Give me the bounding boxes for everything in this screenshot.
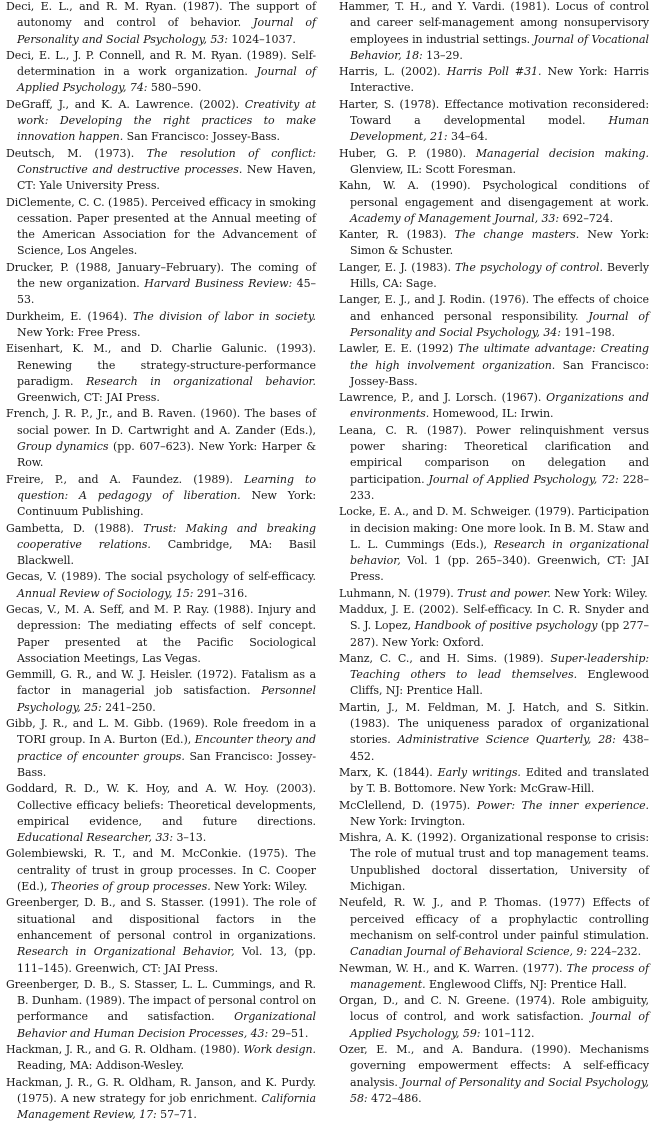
reference-entry	[6, 0, 316, 48]
reference-source-title: Research in organizational behavior.	[86, 374, 316, 388]
reference-source-title: The ultimate advantage: Creating the high involvement organization.	[350, 342, 650, 372]
reference-text: Beverly Hills, CA: Sage.	[350, 260, 649, 291]
reference-text: Deci, E. L., and R. M. Ryan. (1987). The support of autonomy and control of behavior.	[6, 0, 316, 30]
reference-text: Durkheim, E. (1964).	[6, 309, 133, 323]
reference-source-title: The change masters.	[454, 228, 580, 242]
reference-text: 3–13.	[173, 831, 207, 845]
reference-text: Deutsch, M. (1973).	[6, 146, 147, 160]
reference-entry	[339, 602, 649, 651]
reference-entry	[6, 716, 316, 781]
reference-text: Eisenhart, K. M., and D. Charlie Galunic. (1993). Renewing the strategy-structure-performance paradigm.	[6, 342, 316, 388]
reference-text: New York: Free Press.	[17, 325, 141, 339]
reference-text: Deci, E. L., J. P. Connell, and R. M. Ryan. (1989). Self-determination in a work organization.	[6, 48, 316, 79]
reference-entry	[339, 423, 649, 504]
reference-text: Hackman, J. R., and G. R. Oldham. (1980).	[6, 1043, 244, 1056]
reference-text: Newman, W. H., and K. Warren. (1977).	[339, 961, 567, 975]
reference-entry	[6, 341, 316, 406]
reference-source-title: Group dynamics	[17, 440, 109, 454]
reference-source-title: Work design.	[243, 1043, 317, 1056]
reference-source-title: Journal of Personality and Social Psychology, 53:	[17, 16, 316, 46]
reference-source-title: Journal of Applied Psychology, 74:	[17, 65, 316, 95]
reference-entry	[339, 146, 649, 179]
reference-source-title: Early writings.	[437, 765, 521, 779]
reference-entry	[339, 700, 649, 765]
reference-entry	[339, 895, 649, 960]
reference-source-title: California Management Review, 17:	[17, 1091, 316, 1122]
reference-entry	[6, 781, 316, 846]
reference-entry	[339, 390, 649, 423]
reference-text: Drucker, P. (1988, January–February). The coming of the new organization.	[6, 260, 316, 291]
reference-text: Golembiewski, R. T., and M. McConkie. (1975). The centrality of trust in group processes. In C. Cooper (Ed.),	[6, 847, 316, 894]
reference-text: 472–486.	[367, 1091, 422, 1105]
reference-source-title: Annual Review of Sociology, 15:	[17, 586, 194, 600]
reference-text: Gambetta, D. (1988).	[6, 521, 144, 535]
reference-text: Harter, S. (1978). Effectance motivation reconsidered: Toward a developmental model.	[339, 97, 649, 128]
reference-entry	[6, 195, 316, 260]
reference-entry	[6, 309, 316, 342]
reference-entry	[339, 798, 649, 831]
reference-text: New Haven, CT: Yale University Press.	[17, 162, 316, 193]
reference-source-title: Personnel Psychology, 25:	[17, 684, 316, 714]
reference-text: DiClemente, C. C. (1985). Perceived efficacy in smoking cessation. Paper presented at the Annual meeting of the American Association for the Advancement of Science, Los Angeles.	[6, 195, 316, 258]
reference-source-title: The division of labor in society.	[132, 309, 316, 323]
reference-source-title: Theories of group processes.	[50, 880, 211, 894]
reference-text: Englewood Cliffs, NJ: Prentice Hall.	[425, 977, 627, 991]
reference-entry	[6, 977, 316, 1042]
reference-entry	[339, 651, 649, 700]
reference-text: McClellend, D. (1975).	[339, 798, 477, 812]
reference-text: 57–71.	[156, 1108, 197, 1122]
reference-text: 13–29.	[422, 48, 463, 62]
reference-text: 692–724.	[559, 211, 614, 225]
reference-text: Langer, E. J., and J. Rodin. (1976). The effects of choice and enhanced personal responsibility.	[339, 293, 649, 323]
reference-text: Kanter, R. (1983).	[339, 228, 455, 242]
reference-source-title: Journal of Vocational Behavior, 18:	[350, 32, 649, 62]
reference-source-title: Journal of Applied Psychology, 72:	[428, 472, 619, 486]
reference-text: Hackman, J. R., G. R. Oldham, R. Janson, and K. Purdy. (1975). A new strategy for job enrichment.	[6, 1075, 316, 1105]
reference-text: Vol. 13, (pp. 111–145). Greenwich, CT: JAI Press.	[17, 945, 316, 975]
reference-source-title: Human Development, 21:	[350, 114, 649, 144]
reference-text: Leana, C. R. (1987). Power relinquishment versus power sharing: Theoretical clarification and empirical comparison on delegation and participation.	[339, 423, 649, 486]
reference-entry	[6, 846, 316, 895]
reference-text: Huber, G. P. (1980).	[339, 146, 476, 160]
reference-text: Lawler, E. E. (1992)	[339, 342, 459, 356]
reference-text: New York: Irvington.	[350, 814, 466, 828]
reference-text: Marx, K. (1844).	[339, 765, 438, 779]
reference-entry	[6, 406, 316, 471]
reference-entry	[339, 292, 649, 341]
reference-source-title: Creativity at work: Developing the right practices to make innovation happen.	[17, 97, 316, 144]
reference-text: Locke, E. A., and D. M. Schweiger. (1979). Participation in decision making: One more look. In B. M. Staw and L. L. Cummings (Eds.),	[339, 505, 649, 551]
reference-text: Lawrence, P., and J. Lorsch. (1967).	[339, 391, 547, 405]
reference-entry	[6, 895, 316, 976]
reference-text: New York: Harris Interactive.	[350, 65, 649, 95]
reference-source-title: Power: The inner experience.	[476, 798, 649, 812]
reference-text: (pp. 607–623). New York: Harper & Row.	[17, 440, 316, 470]
reference-text: Maddux, J. E. (2002). Self-efficacy. In C. R. Snyder and S. J. Lopez,	[339, 602, 649, 633]
reference-text: 291–316.	[193, 586, 248, 600]
reference-source-title: Harvard Business Review:	[144, 277, 293, 291]
reference-text: Luhmann, N. (1979).	[339, 586, 458, 600]
reference-text: Neufeld, R. W. J., and P. Thomas. (1977) Effects of perceived efficacy of a prophylactic controlling mechanism on self-control under painful stimulation.	[339, 896, 649, 942]
reference-text: 45–53.	[17, 277, 317, 307]
reference-source-title: Research in Organizational Behavior,	[17, 945, 235, 959]
reference-entry	[339, 1042, 649, 1107]
reference-entry	[6, 260, 316, 309]
reference-source-title: Canadian Journal of Behavioral Science, 9:	[350, 945, 588, 959]
reference-text: Englewood Cliffs, NJ: Prentice Hall.	[350, 668, 649, 698]
reference-text: New York: Wiley.	[210, 880, 308, 894]
reference-entry	[339, 260, 649, 293]
reference-entry	[6, 521, 316, 570]
reference-text: DeGraff, J., and K. A. Lawrence. (2002).	[6, 97, 245, 111]
reference-source-title: Organizations and environments.	[350, 391, 649, 421]
reference-entry	[339, 64, 649, 97]
reference-source-title: Learning to question: A pedagogy of liberation.	[17, 472, 316, 502]
reference-text: French, J. R. P., Jr., and B. Raven. (1960). The bases of social power. In D. Cartwright and A. Zander (Eds.),	[6, 407, 316, 437]
reference-text: New York: Simon & Schuster.	[350, 228, 649, 258]
reference-text: 438–452.	[350, 733, 649, 763]
reference-source-title: The psychology of control.	[455, 260, 603, 274]
reference-text: San Francisco: Jossey-Bass.	[17, 749, 316, 779]
reference-source-title: Educational Researcher, 33:	[17, 831, 174, 845]
reference-entry	[339, 97, 649, 146]
reference-text: 228–233.	[350, 472, 649, 502]
reference-text: Goddard, R. D., W. K. Hoy, and A. W. Hoy. (2003). Collective efficacy beliefs: Theoretical developments, empirical evidence, and future directions.	[6, 782, 316, 828]
reference-text: Hammer, T. H., and Y. Vardi. (1981). Locus of control and career self-management among nonsupervisory employees in industrial settings.	[339, 0, 649, 46]
reference-text: Glenview, IL: Scott Foresman.	[350, 162, 516, 176]
reference-entry	[6, 48, 316, 97]
reference-text: Greenberger, D. B., and S. Stasser. (1991). The role of situational and dispositional factors in the enhancement of personal control in organizations.	[6, 896, 316, 942]
reference-entry	[339, 993, 649, 1042]
reference-entry	[6, 1042, 316, 1075]
reference-text: Harris, L. (2002).	[339, 65, 447, 79]
reference-text: 1024–1037.	[227, 32, 296, 46]
reference-text: San Francisco: Jossey-Bass.	[350, 358, 649, 388]
reference-source-title: The process of management.	[350, 961, 649, 991]
reference-source-title: Encounter theory and practice of encounter groups.	[17, 733, 317, 763]
reference-entry	[339, 504, 649, 585]
reference-text: Mishra, A. K. (1992). Organizational response to crisis: The role of mutual trust and top management teams. Unpublished doctoral dissertation, University of Michigan.	[339, 831, 649, 894]
reference-source-title: Super-leadership: Teaching others to lead themselves.	[350, 651, 649, 682]
reference-entry	[6, 667, 316, 716]
reference-text: 224–232.	[587, 945, 642, 959]
reference-entry	[339, 586, 649, 602]
reference-column-left	[6, 0, 316, 1123]
reference-text: Greenwich, CT: JAI Press.	[17, 391, 160, 405]
reference-entry	[339, 341, 649, 390]
reference-text: Greenberger, D. B., S. Stasser, L. L. Cummings, and R. B. Dunham. (1989). The impact of personal control on performance and satisfaction.	[6, 977, 316, 1024]
reference-entry	[6, 472, 316, 521]
reference-text: Gemmill, G. R., and W. J. Heisler. (1972). Fatalism as a factor in managerial job satisfaction.	[6, 668, 316, 698]
reference-text: Gecas, V., M. A. Seff, and M. P. Ray. (1988). Injury and depression: The mediating effects of self concept. Paper presented at the Pacific Sociological Association Meetings, Las Vegas.	[6, 602, 316, 665]
reference-text: Gecas, V. (1989). The social psychology of self-efficacy.	[6, 570, 316, 584]
reference-entry	[6, 1075, 316, 1123]
reference-source-title: Research in organizational behavior,	[350, 537, 649, 568]
reference-text: Vol. 1 (pp. 265–340). Greenwich, CT: JAI Press.	[350, 554, 649, 584]
reference-source-title: Organizational Behavior and Human Decision Processes, 43:	[17, 1010, 316, 1040]
reference-column-right	[339, 0, 649, 1107]
reference-entry	[339, 765, 649, 798]
reference-text: 34–64.	[447, 130, 488, 144]
reference-source-title: Trust and power.	[457, 586, 551, 600]
reference-text: Cambridge, MA: Basil Blackwell.	[17, 537, 316, 568]
reference-entry	[6, 97, 316, 146]
reference-source-title: The resolution of conflict: Constructive and destructive processes.	[17, 146, 317, 176]
reference-text: Freire, P., and A. Faundez. (1989).	[6, 472, 244, 486]
reference-text: 241–250.	[101, 700, 156, 714]
reference-text: Reading, MA: Addison-Wesley.	[17, 1059, 184, 1073]
reference-text: 580–590.	[147, 81, 202, 95]
reference-text: New York: Wiley.	[550, 586, 648, 600]
reference-source-title: Managerial decision making.	[475, 146, 649, 160]
reference-entry	[339, 830, 649, 895]
reference-text: Kahn, W. A. (1990). Psychological conditions of personal engagement and disengagement at work.	[339, 179, 649, 209]
reference-text: 191–198.	[560, 325, 615, 339]
reference-entry	[6, 602, 316, 667]
reference-text: New York: Continuum Publishing.	[17, 488, 316, 519]
reference-source-title: Academy of Management Journal, 33:	[350, 211, 560, 225]
reference-source-title: Harris Poll #31.	[446, 65, 542, 79]
reference-entry	[339, 178, 649, 227]
reference-source-title: Journal of Personality and Social Psychology, 58:	[350, 1075, 649, 1105]
reference-source-title: Trust: Making and breaking cooperative relations.	[17, 521, 316, 551]
reference-text: (pp 277–287). New York: Oxford.	[350, 619, 649, 649]
reference-source-title: Journal of Applied Psychology, 59:	[350, 1010, 650, 1040]
reference-entry	[6, 569, 316, 602]
reference-text: Edited and translated by T. B. Bottomore. New York: McGraw-Hill.	[350, 765, 649, 796]
reference-text: San Francisco: Jossey-Bass.	[123, 130, 280, 144]
reference-text: Organ, D., and C. N. Greene. (1974). Role ambiguity, locus of control, and work satisfaction.	[339, 994, 649, 1024]
reference-entry	[339, 227, 649, 260]
reference-text: Martin, J., M. Feldman, M. J. Hatch, and S. Sitkin. (1983). The uniqueness paradox of organizational stories.	[339, 700, 649, 747]
reference-entry	[339, 961, 649, 994]
reference-text: 29–51.	[268, 1026, 309, 1040]
reference-source-title: Administrative Science Quarterly, 28:	[397, 733, 616, 747]
reference-text: Gibb, J. R., and L. M. Gibb. (1969). Role freedom in a TORI group. In A. Burton (Ed.),	[6, 717, 316, 747]
reference-text: 101–112.	[480, 1026, 535, 1040]
reference-entry	[339, 0, 649, 64]
reference-text: Langer, E. J. (1983).	[339, 260, 455, 274]
reference-entry	[6, 146, 316, 195]
reference-text: Homewood, IL: Irwin.	[429, 407, 554, 421]
reference-source-title: Handbook of positive psychology	[414, 619, 598, 633]
reference-text: Manz, C. C., and H. Sims. (1989).	[339, 651, 551, 665]
reference-text: Ozer, E. M., and A. Bandura. (1990). Mechanisms governing empowerment effects: A self-efficacy analysis.	[339, 1043, 649, 1089]
reference-source-title: Journal of Personality and Social Psychology, 34:	[350, 309, 649, 339]
